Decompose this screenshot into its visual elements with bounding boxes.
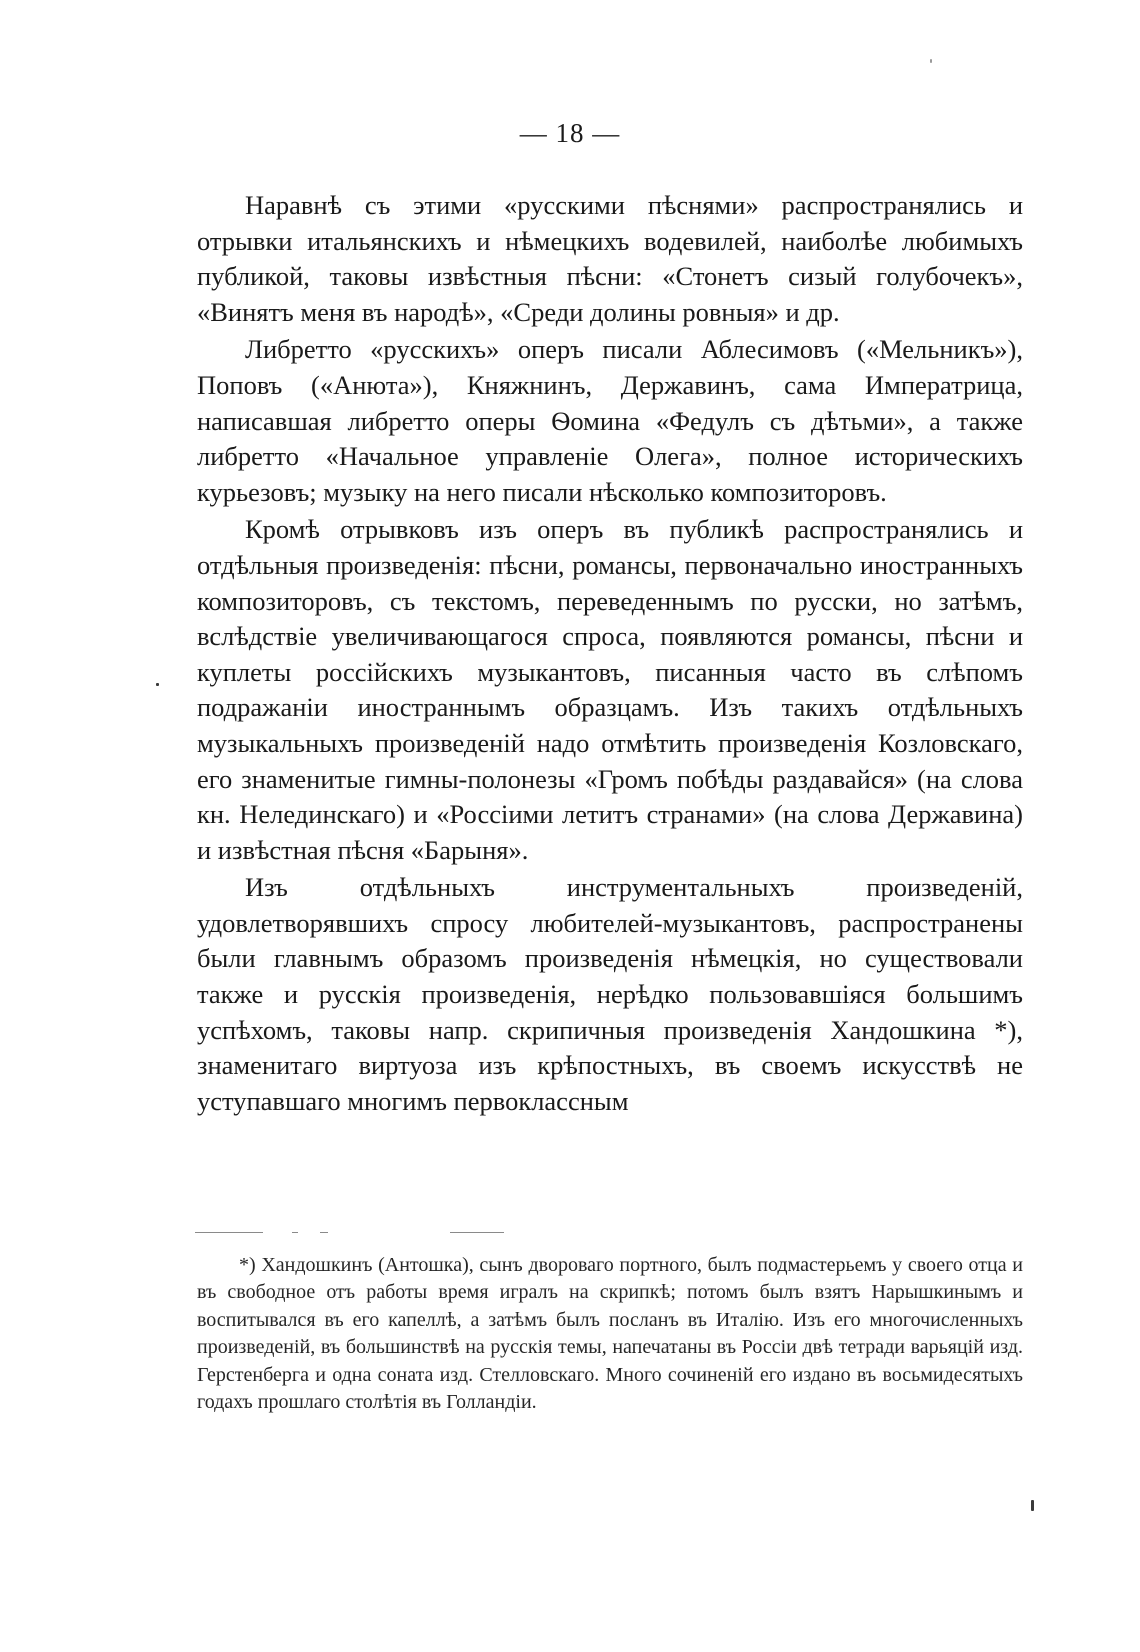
footnote-separator-right bbox=[450, 1232, 504, 1233]
page-number: — 18 — bbox=[519, 118, 621, 148]
main-text bbox=[197, 188, 1023, 1121]
scan-speck bbox=[156, 683, 159, 686]
paragraph-2: Либретто «русскихъ» оперъ писали Аблесимовъ («Мельникъ»), Поповъ («Анюта»), Княжнинъ, Державинъ, сама Императрица, написавшая либретто оперы Ѳомина «Федулъ съ дѣтьми», а также либретто «Начальное управленіе Олега», полное историческихъ курьезовъ; музыку на него писали нѣсколько композиторовъ. bbox=[197, 334, 1023, 507]
footnote-separator bbox=[195, 1232, 263, 1233]
scan-speck bbox=[930, 59, 932, 63]
footnote: *) Хандошкинъ (Антошка), сынъ двороваго портного, былъ подмастерьемъ у своего отца и въ свободное отъ работы время игралъ на скрипкѣ; потомъ былъ взятъ Нарышкинымъ и воспитывался въ его капеллѣ, а затѣмъ былъ посланъ въ Италію. Изъ его многочисленныхъ произведеній, въ большинствѣ на русскія темы, напечатаны въ Россіи двѣ тетради варьяцій изд. Герстенберга и одна соната изд. Стелловскаго. Много сочиненій его издано въ восьмидесятыхъ годахъ прошлаго столѣтія въ Голландіи. bbox=[197, 1254, 1023, 1414]
footnote-separator-dash bbox=[292, 1232, 298, 1233]
scan-speck bbox=[1031, 1500, 1034, 1511]
paragraph-3: Кромѣ отрывковъ изъ оперъ въ публикѣ распространялись и отдѣльныя произведенія: пѣсни, романсы, первоначально иностранныхъ композиторовъ, съ текстомъ, переведеннымъ по русски, но затѣмъ, вслѣдствіе увеличивающагося спроса, появляются романсы, пѣсни и куплеты россійскихъ музыкантовъ, писанныя часто въ слѣпомъ подражаніи иностраннымъ образцамъ. Изъ такихъ отдѣльныхъ музыкальныхъ произведеній надо отмѣтить произведенія Козловскаго, его знаменитые гимны-полонезы «Громъ побѣды раздавайся» (на слова кн. Нелединскаго) и «Россіими летитъ странами» (на слова Державина) и извѣстная пѣсня «Барыня». bbox=[197, 514, 1023, 865]
footnote-separator-dash bbox=[320, 1232, 328, 1233]
paragraph-1: Наравнѣ съ этими «русскими пѣснями» распространялись и отрывки итальянскихъ и нѣмецкихъ водевилей, наиболѣе любимыхъ публикой, таковы извѣстныя пѣсни: «Стонетъ сизый голубочекъ», «Винятъ меня въ народѣ», «Среди долины ровныя» и др. bbox=[197, 190, 1023, 327]
paragraph-4: Изъ отдѣльныхъ инструментальныхъ произведеній, удовлетворявшихъ спросу любителей-музыкантовъ, распространены были главнымъ образомъ произведенія нѣмецкія, но существовали также и русскія произведенія, нерѣдко пользовавшіяся большимъ успѣхомъ, таковы напр. скрипичныя произведенія Хандошкина *), знаменитаго виртуоза изъ крѣпостныхъ, въ своемъ искусствѣ не уступавшаго многимъ первоклассным bbox=[197, 872, 1023, 1116]
